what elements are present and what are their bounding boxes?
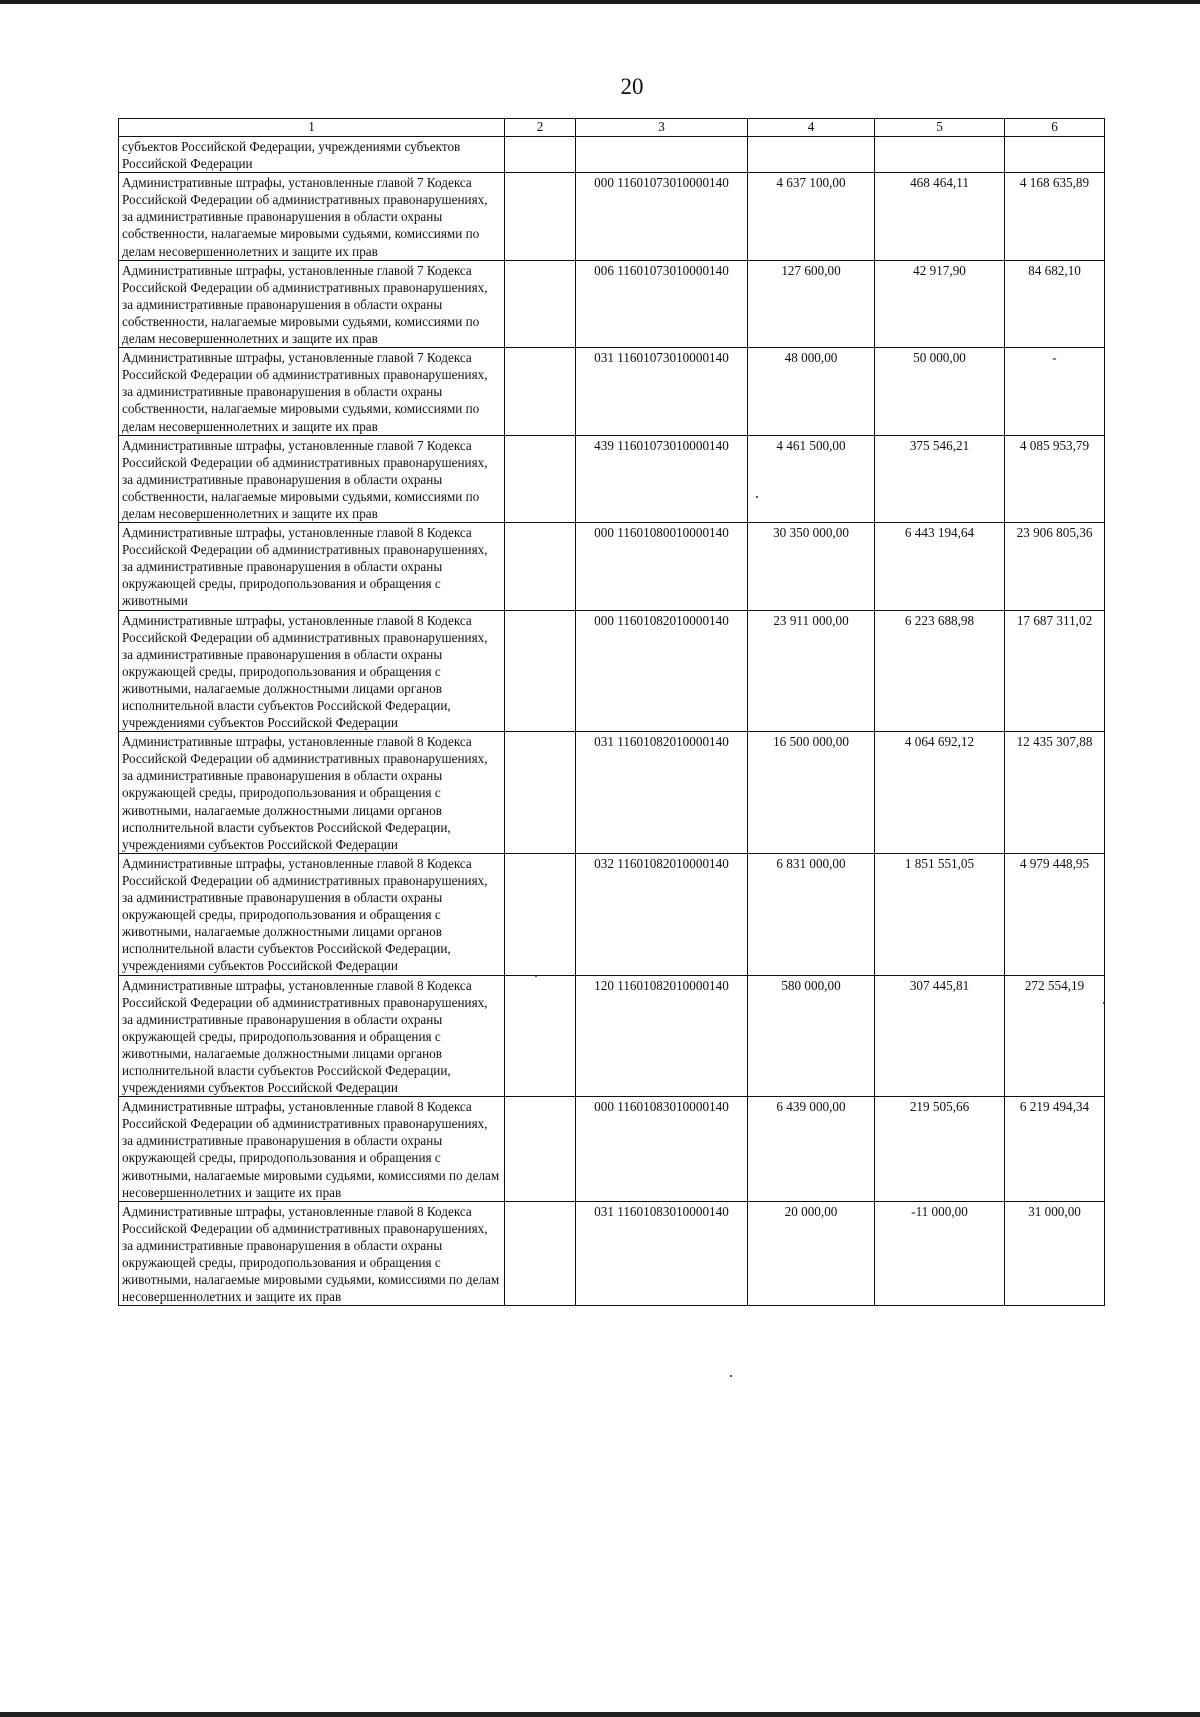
cell-approved: 48 000,00	[748, 348, 875, 435]
cell-executed: 307 445,81	[875, 975, 1005, 1097]
cell-approved: 4 461 500,00	[748, 435, 875, 522]
cell-code: 000 11601082010000140	[576, 610, 748, 732]
header-col-5: 5	[875, 119, 1005, 137]
cell-col2	[505, 610, 576, 732]
cell-code: 031 11601073010000140	[576, 348, 748, 435]
cell-code	[576, 137, 748, 173]
cell-code: 006 11601073010000140	[576, 260, 748, 347]
cell-remaining: 12 435 307,88	[1005, 732, 1105, 854]
cell-name: Административные штрафы, установленные главой 8 Кодекса Российской Федерации об административных правонарушениях, за административные правонарушения в области охраны окружающей среды, природопользования и обращения с животными, налагаемые должностными лицами органов исполнительной власти субъектов Российской Федерации, учреждениями субъектов Российской Федерации	[119, 610, 505, 732]
scan-speck	[730, 1375, 732, 1377]
cell-col2	[505, 260, 576, 347]
table-row	[119, 1097, 1105, 1202]
cell-remaining: 4 168 635,89	[1005, 173, 1105, 260]
cell-executed: 1 851 551,05	[875, 853, 1005, 975]
cell-approved: 127 600,00	[748, 260, 875, 347]
cell-code: 120 11601082010000140	[576, 975, 748, 1097]
header-col-4: 4	[748, 119, 875, 137]
cell-name: Административные штрафы, установленные главой 8 Кодекса Российской Федерации об административных правонарушениях, за административные правонарушения в области охраны окружающей среды, природопользования и обращения с животными, налагаемые должностными лицами органов исполнительной власти субъектов Российской Федерации, учреждениями субъектов Российской Федерации	[119, 975, 505, 1097]
cell-name: Административные штрафы, установленные главой 7 Кодекса Российской Федерации об административных правонарушениях, за административные правонарушения в области охраны собственности, налагаемые мировыми судьями, комиссиями по делам несовершеннолетних и защите их прав	[119, 435, 505, 522]
cell-col2	[505, 523, 576, 610]
cell-name: Административные штрафы, установленные главой 7 Кодекса Российской Федерации об административных правонарушениях, за административные правонарушения в области охраны собственности, налагаемые мировыми судьями, комиссиями по делам несовершеннолетних и защите их прав	[119, 260, 505, 347]
cell-executed: 6 223 688,98	[875, 610, 1005, 732]
cell-executed: -11 000,00	[875, 1201, 1005, 1306]
cell-remaining: -	[1005, 348, 1105, 435]
cell-executed: 219 505,66	[875, 1097, 1005, 1202]
cell-executed: 42 917,90	[875, 260, 1005, 347]
cell-approved: 30 350 000,00	[748, 523, 875, 610]
cell-name: Административные штрафы, установленные главой 8 Кодекса Российской Федерации об административных правонарушениях, за административные правонарушения в области охраны окружающей среды, природопользования и обращения с животными, налагаемые должностными лицами органов исполнительной власти субъектов Российской Федерации, учреждениями субъектов Российской Федерации	[119, 853, 505, 975]
table-row	[119, 853, 1105, 975]
cell-approved: 23 911 000,00	[748, 610, 875, 732]
cell-executed: 4 064 692,12	[875, 732, 1005, 854]
table-row	[119, 1201, 1105, 1306]
cell-name: Административные штрафы, установленные главой 8 Кодекса Российской Федерации об административных правонарушениях, за административные правонарушения в области охраны окружающей среды, природопользования и обращения с животными, налагаемые мировыми судьями, комиссиями по делам несовершеннолетних и защите их прав	[119, 1201, 505, 1306]
table-body	[119, 137, 1105, 1306]
cell-remaining: 17 687 311,02	[1005, 610, 1105, 732]
cell-approved: 6 831 000,00	[748, 853, 875, 975]
cell-col2	[505, 173, 576, 260]
header-col-3: 3	[576, 119, 748, 137]
cell-remaining: 84 682,10	[1005, 260, 1105, 347]
scan-speck	[756, 496, 758, 498]
cell-remaining: 23 906 805,36	[1005, 523, 1105, 610]
table-row	[119, 173, 1105, 260]
cell-col2	[505, 137, 576, 173]
cell-approved: 6 439 000,00	[748, 1097, 875, 1202]
scan-edge-top	[0, 0, 1200, 4]
cell-col2	[505, 348, 576, 435]
cell-col2	[505, 732, 576, 854]
cell-remaining	[1005, 137, 1105, 173]
cell-approved: 20 000,00	[748, 1201, 875, 1306]
scan-speck	[1103, 1002, 1105, 1004]
table-row	[119, 732, 1105, 854]
cell-approved: 580 000,00	[748, 975, 875, 1097]
table-row	[119, 975, 1105, 1097]
cell-approved	[748, 137, 875, 173]
cell-remaining: 4 979 448,95	[1005, 853, 1105, 975]
header-col-1: 1	[119, 119, 505, 137]
cell-col2	[505, 853, 576, 975]
cell-name: Административные штрафы, установленные главой 8 Кодекса Российской Федерации об административных правонарушениях, за административные правонарушения в области охраны окружающей среды, природопользования и обращения с животными	[119, 523, 505, 610]
cell-code: 000 11601080010000140	[576, 523, 748, 610]
cell-name: Административные штрафы, установленные главой 8 Кодекса Российской Федерации об административных правонарушениях, за административные правонарушения в области охраны окружающей среды, природопользования и обращения с животными, налагаемые мировыми судьями, комиссиями по делам несовершеннолетних и защите их прав	[119, 1097, 505, 1202]
header-row	[119, 119, 1105, 137]
cell-col2	[505, 435, 576, 522]
cell-remaining: 31 000,00	[1005, 1201, 1105, 1306]
cell-remaining: 272 554,19	[1005, 975, 1105, 1097]
cell-col2	[505, 1097, 576, 1202]
budget-table	[118, 118, 1105, 1306]
cell-code: 000 11601083010000140	[576, 1097, 748, 1202]
cell-code: 000 11601073010000140	[576, 173, 748, 260]
header-col-2: 2	[505, 119, 576, 137]
cell-approved: 16 500 000,00	[748, 732, 875, 854]
cell-code: 032 11601082010000140	[576, 853, 748, 975]
cell-name: Административные штрафы, установленные главой 7 Кодекса Российской Федерации об административных правонарушениях, за административные правонарушения в области охраны собственности, налагаемые мировыми судьями, комиссиями по делам несовершеннолетних и защите их прав	[119, 173, 505, 260]
scan-speck	[535, 975, 537, 977]
cell-name: Административные штрафы, установленные главой 7 Кодекса Российской Федерации об административных правонарушениях, за административные правонарушения в области охраны собственности, налагаемые мировыми судьями, комиссиями по делам несовершеннолетних и защите их прав	[119, 348, 505, 435]
cell-executed: 50 000,00	[875, 348, 1005, 435]
cell-code: 439 11601073010000140	[576, 435, 748, 522]
cell-name: субъектов Российской Федерации, учреждениями субъектов Российской Федерации	[119, 137, 505, 173]
cell-executed	[875, 137, 1005, 173]
cell-col2	[505, 1201, 576, 1306]
page-number: 20	[620, 74, 644, 99]
cell-name: Административные штрафы, установленные главой 8 Кодекса Российской Федерации об административных правонарушениях, за административные правонарушения в области охраны окружающей среды, природопользования и обращения с животными, налагаемые должностными лицами органов исполнительной власти субъектов Российской Федерации, учреждениями субъектов Российской Федерации	[119, 732, 505, 854]
cell-code: 031 11601082010000140	[576, 732, 748, 854]
cell-remaining: 6 219 494,34	[1005, 1097, 1105, 1202]
table-row	[119, 435, 1105, 522]
table-row	[119, 610, 1105, 732]
cell-col2	[505, 975, 576, 1097]
cell-executed: 375 546,21	[875, 435, 1005, 522]
table-row	[119, 260, 1105, 347]
header-col-6: 6	[1005, 119, 1105, 137]
cell-executed: 468 464,11	[875, 173, 1005, 260]
cell-approved: 4 637 100,00	[748, 173, 875, 260]
cell-executed: 6 443 194,64	[875, 523, 1005, 610]
cell-remaining: 4 085 953,79	[1005, 435, 1105, 522]
scan-edge-bottom	[0, 1712, 1200, 1717]
cell-code: 031 11601083010000140	[576, 1201, 748, 1306]
table-row	[119, 523, 1105, 610]
table-row	[119, 348, 1105, 435]
table-row	[119, 137, 1105, 173]
